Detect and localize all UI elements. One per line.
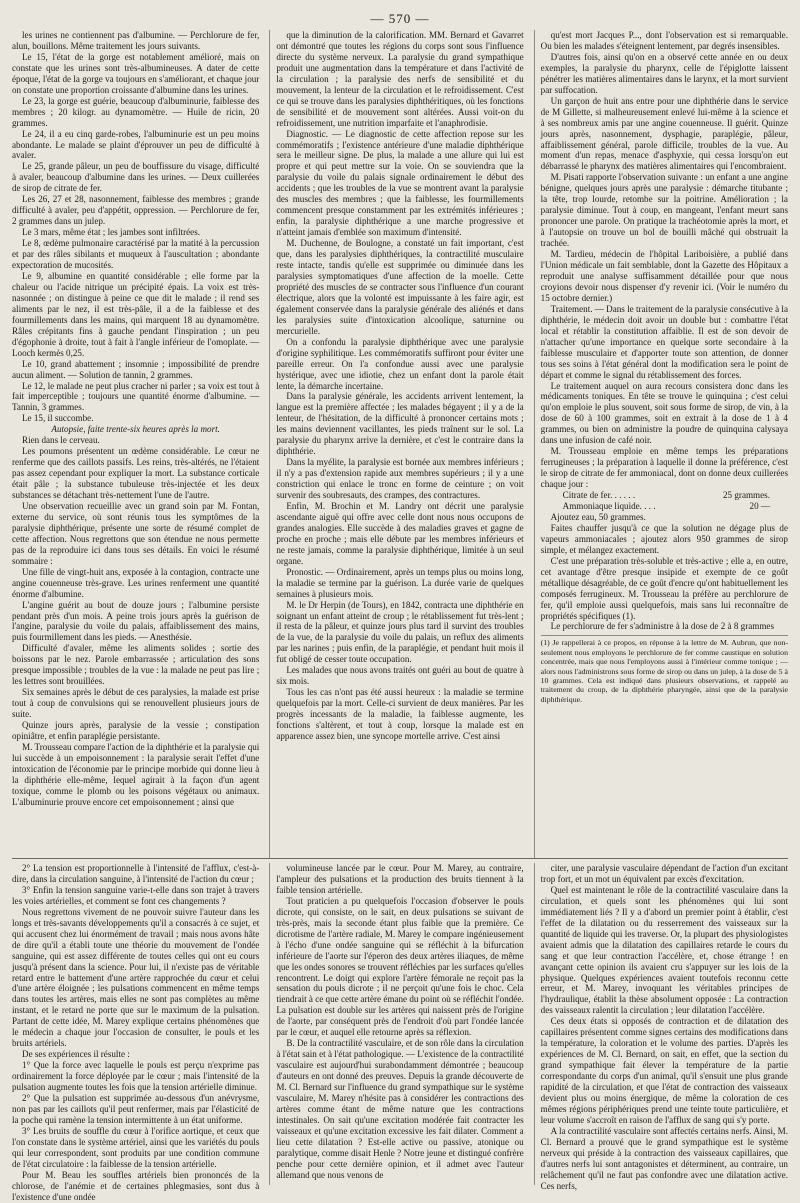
recipe-ingredient: Ammoniaque liquide. . . . <box>562 500 656 511</box>
paragraph: Le 8, œdème pulmonaire caractérisé par la matité à la percussion et par des râles sibilants et muqueux à l'auscultation ; abondante expectoration de mucosités. <box>12 238 260 271</box>
paragraph: Autopsie, faite trente-six heures après la mort. <box>51 424 220 435</box>
paragraph: volumineuse lancée par le cœur. Pour M. Marey, au contraire, l'ampleur des pulsations et la production des bruits tiennent à la faible tension artérielle. <box>276 863 524 895</box>
paragraph: M. Tardieu, médecin de l'hôpital Lariboisière, a publié dans l'Union médicale un fait semblable, dont la Gazette des Hôpitaux a reproduit une analyse suffisamment détaillée pour que nous croyions devoir nous dispenser d'y revenir ici. (Voir le numéro du 15 octobre dernier.) <box>540 249 788 303</box>
paragraph: Quinze jours après, paralysie de la vessie ; constipation opiniâtre, et enfin paraplégie persistante. <box>12 720 260 741</box>
paragraph: M. Trousseau compare l'action de la diphthérie et la paralysie qui lui succède à un empoisonnement : la paralysie serait l'effet d'une intoxication de l'économie par le principe morbide qui donne lieu à la diphthérie elle-même, lequel agirait à la façon d'un agent toxique, comme le plomb ou les poisons végétaux ou animaux. L'albuminurie prouve encore cet empoisonnement ; ainsi que <box>12 741 260 807</box>
paragraph: 3° Enfin la tension sanguine varie-t-elle dans son trajet à travers les voies artérielles, et comment se font ces changements ? <box>12 884 260 906</box>
paragraph: Dans la myélite, la paralysie est bornée aux membres inférieurs ; il n'y a pas d'extension rapide aux membres supérieurs ; il y a une constriction qui enlace le tronc en forme de ceinture ; on voit survenir des soubresauts, des crampes, des contractures. <box>276 457 524 501</box>
bottom-column-2 <box>269 863 523 1185</box>
paragraph: qu'est mort Jacques P..., dont l'observation est si remarquable. Ou bien les malades s'éteignent lentement, par degrés insensibles. <box>540 30 788 51</box>
paragraph: 1° Que la force avec laquelle le pouls est perçu n'exprime pas ordinairement la force déployée par le cœur ; mais l'intensité de la pulsation augmente toutes les fois que la tension artérielle diminue. <box>12 1060 260 1093</box>
paragraph: Traitement. — Dans le traitement de la paralysie consécutive à la diphthérie, le médecin doit avoir un double but : combattre l'état local et rétablir la constitution affaiblie. Il est de son devoir de n'attacher qu'une importance en quelque sorte secondaire à la faiblesse musculaire et d'apporter toute son attention, de donner tous ses soins à l'état général dont la modification sera le point de départ et comme le signal du rétablissement des forces. <box>540 303 788 380</box>
recipe-ingredient: Citrate de fer. . . . . . <box>562 490 636 501</box>
paragraph: Nous regrettons vivement de ne pouvoir suivre l'auteur dans les longs et très-savants développements qu'il a consacrés à ce sujet, et qui accusent chez lui énormément de travail ; mais nous avons hâte de dire qu'il a établi toute une théorie du mouvement de l'ondée sanguine, qui est assez différente de toutes celles qui ont eu cours jusqu'à présent dans la science. Pour lui, il n'existe pas de véritable retard entre le battement d'une artère rapprochée du cœur et celui d'une artère éloignée ; les pulsations commencent en même temps dans toutes les artères, mais elles ne sont pas complètes au même instant, et le retard ne porte que sur le maximum de la pulsation. Partant de cette idée, M. Marey explique certains phénomènes que le médecin a chaque jour l'occasion de consulter, le pouls et les bruits artériels. <box>12 906 260 1049</box>
recipe-table <box>541 490 788 512</box>
paragraph: 2° Que la pulsation est supprimée au-dessous d'un anévrysme, non pas par les caillots qu'il peut renfermer, mais par l'élasticité de la poche qui ramène la tension intermittente à un état uniforme. <box>12 1093 260 1125</box>
page-number: — 570 — <box>370 11 430 26</box>
recipe-quantity: 25 grammes. <box>723 490 770 501</box>
paragraph: Le traitement auquel on aura recours consistera donc dans les médicaments toniques. En tête se trouve le quinquina ; c'est celui qu'on emploie le plus souvent, soit sous forme de sirop, de vin, à la dose de 60 à 100 grammes, soit en extrait à la dose de 1 à 4 grammes, ou bien on administre la poudre de quinquina calysaya dans une infusion de café noir. <box>540 380 788 446</box>
paragraph: Une fille de vingt-huit ans, exposée à la contagion, contracte une angine couenneuse très-grave. Les urines renferment une quantité énorme d'albumine. <box>12 566 260 599</box>
paragraph: Tout praticien a pu quelquefois l'occasion d'observer le pouls dicrote, qui consiste, on le sait, en deux pulsations se suivant de très-près, mais la seconde étant plus faible que la première. Ce dicrotisme de l'artère radiale, M. Marey le compare ingénieusement à l'écho d'une ondée sanguine qui se réfléchit à la bifurcation inférieure de l'aorte sur l'éperon des deux artères iliaques, de même que les ondes sonores se trouvent réfléchies par les surfaces qu'elles rencontrent. Le doigt qui explore l'artère fémorale ne reçoit pas la sensation du pouls dicrote ; il ne perçoit qu'une fois le choc. Cela tiendrait à ce que cette artère émane du point où se réfléchit l'ondée. La pulsation est double sur les artères qui naissent près de l'origine de l'aorte, par conséquent près de l'endroit d'où part l'ondée lancée par le cœur, et auquel elle retourne après sa réflexion. <box>276 895 524 1038</box>
footnote: (1) Je rappellerai à ce propos, en réponse à la lettre de M. Aubrun, que non-seulement nous employons le perchlorure de fer comme caustique en solution concentrée, mais que nous l'employons aussi à l'intérieur comme tonique ; — alors nous l'administrons sous forme de sirop ou dans un julep, à la dose de 5 à 10 grammes. Cela est indiqué dans plusieurs observations, et rappelé au traitement du croup, de la diphthérie pharyngée, ainsi que de la paralysie diphthérique. <box>541 635 788 704</box>
paragraph: Tous les cas n'ont pas été aussi heureux : la maladie se termine quelquefois par la mort. Celle-ci survient de deux manières. Par les progrès incessants de la maladie, la faiblesse augmente, les fonctions s'altèrent, et tout à coup, lorsque la malade est en apparence assez bien, une syncope mortelle arrive. C'est ainsi <box>276 687 524 741</box>
paragraph: Le 23, la gorge est guérie, beaucoup d'albuminurie, faiblesse des membres ; 20 kilogr. au dynamomètre. — Huile de ricin, 20 grammes. <box>12 95 260 128</box>
paragraph: Les malades que nous avons traités ont guéri au bout de quatre à six mois. <box>276 665 524 687</box>
paragraph: Pronostic. — Ordinairement, après un temps plus ou moins long, la maladie se termine par la guérison. La durée varie de quelques semaines à plusieurs mois. <box>276 566 524 599</box>
paragraph: Le 25, grande pâleur, un peu de bouffissure du visage, difficulté à avaler, beaucoup d'albumine dans les urines. — Deux cuillerées de sirop de citrate de fer. <box>12 161 260 194</box>
paragraph: Difficulté d'avaler, même les aliments solides ; sortie des boissons par le nez. Parole embarrassée ; articulation des sons presque impossible ; troubles de la vue : la malade ne peut pas lire ; les lettres sont brouillées. <box>12 643 260 687</box>
top-column-2 <box>269 30 523 858</box>
paragraph: Ajoutez eau, 50 grammes. <box>550 511 646 522</box>
paragraph: De ses expériences il résulte : <box>22 1049 130 1060</box>
paragraph: citer, une paralysie vasculaire dépendant de l'action d'un excitant trop fort, et un mot un équivalent par excès d'excitation. <box>540 863 788 884</box>
top-column-3-text <box>541 30 788 490</box>
paragraph: Dans la paralysie générale, les accidents arrivent lentement, la langue est la première affectée ; les malades bégayent ; il y a de la lenteur, de l'hésitation, de la difficulté à prononcer certains mots ; les mains deviennent vacillantes, les pieds traînent sur le sol. La paralysie du pharynx arrive la dernière, et c'est le contraire dans la diphthérie. <box>276 391 524 457</box>
top-column-1 <box>12 30 259 858</box>
paragraph: L'angine guérit au bout de douze jours ; l'albumine persiste pendant près d'un mois. A peine trois jours après la guérison de l'angine, paralysie du voile du palais, affaiblissement des mains, puis fourmillement dans les pieds. — Anesthésie. <box>12 599 260 643</box>
paragraph: Le perchlorure de fer s'administre à la dose de 2 à 8 grammes <box>550 621 774 632</box>
paragraph: M. Pisati rapporte l'observation suivante : un enfant a une angine bénigne, quelques jours après une paralysie : démarche titubante ; la tête, trop lourde, retombe sur la poitrine. Amélioration ; la paralysie diminue. Tout à coup, en mangeant, l'enfant meurt sans prononcer une parole. On pratique la trachéotomie après la mort, et à l'autopsie on trouve un bol de bouilli mâché qui obstruait la trachée. <box>540 172 788 249</box>
paragraph: M. Duchenne, de Boulogne, a constaté un fait important, c'est que, dans les paralysies diphthériques, la contractilité musculaire reste intacte, tandis qu'elle est supprimée ou diminuée dans les paralysies symptomatiques d'une affection de la moelle. Cette propriété des muscles de se contracter sous l'influence d'un courant électrique, alors que la volonté est impuissante à les faire agir, est également conservée dans la paralysie générale des aliénés et dans les paralysies suite d'intoxication alcoolique, saturnine ou mercurielle. <box>276 238 524 336</box>
paragraph: Les 26, 27 et 28, nasonnement, faiblesse des membres ; grande difficulté à avaler, peu d'appétit, oppression. — Perchlorure de fer, 2 grammes dans un julep. <box>12 194 260 227</box>
top-column-3 <box>534 30 788 858</box>
paragraph: Le 15, l'état de la gorge est notablement amélioré, mais on constate que les urines sont très-albumineuses. A dater de cette époque, l'état de la gorge va toujours en s'améliorant, et chaque jour on constate une proportion croissante d'albumine dans les urines. <box>12 51 260 95</box>
paragraph: Faites chauffer jusqu'à ce que la solution ne dégage plus de vapeurs ammoniacales ; ajoutez alors 950 grammes de sirop simple, et mélangez exactement. <box>540 522 788 555</box>
paragraph: Le 10, grand abattement ; insomnie ; impossibilité de prendre aucun aliment. — Solution de tannin, 2 grammes. <box>12 358 260 380</box>
paragraph: 3° Les bruits de souffle du cœur à l'orifice aortique, et ceux que l'on constate dans le système artériel, ainsi que les variétés du pouls qui leur correspondent, sont produits par une condition commune de l'état circulatoire : la faiblesse de la tension artérielle. <box>12 1125 260 1169</box>
top-article <box>12 30 788 859</box>
recipe-row <box>541 490 788 501</box>
paragraph: Ces deux états si opposés de contraction et de dilatation des capillaires présentent comme signes certains des modifications dans la température, la coloration et le volume des parties. D'après les expériences de M. Cl. Bernard, on sait, en effet, que la section du grand sympathique fait élever la température de la partie correspondante du corps d'un animal, qu'il s'ensuit une plus grande rapidité de la circulation, et que l'état de contraction des vaisseaux devient plus ou moins énergique, de même la coloration de ces mêmes régions périphériques prend une teinte toute particulière, et leur volume s'accroît en raison de l'afflux de sang qui s'y porte. <box>540 1016 788 1125</box>
paragraph: Le 15, il succombe. <box>22 413 94 424</box>
paragraph: Six semaines après le début de ces paralysies, la malade est prise tout à coup de convulsions qui se renouvellent plusieurs jours de suite. <box>12 687 260 720</box>
paragraph: Enfin, M. Brochin et M. Landry ont décrit une paralysie ascendante aiguë qui offre avec celle dont nous nous occupons de grandes analogies. Elle succède à des maladies graves et gagne de proche en proche ; mais elle débute par les membres inférieurs et ne reste jamais, comme la paralysie diphthérique, limitée à un seul organe. <box>276 500 524 566</box>
bottom-column-1 <box>12 863 260 1202</box>
paragraph: Le 12, le malade ne peut plus cracher ni parler ; sa voix est tout à fait imperceptible ; toujours une quantité énorme d'albumine. — Tannin, 3 grammes. <box>12 380 260 413</box>
paragraph: Un garçon de huit ans entre pour une diphthérie dans le service de M Gillette, si malheureusement enlevé lui-même à la science et à ses nombreux amis par une angine couenneuse. Il guérit. Quinze jours après, nasonnement, dysphagie, paraplégie, pâleur, affaiblissement général, parole difficile, troubles de la vue. Au moment d'un repas, menace d'asphyxie, qui cessa lorsqu'on eut débarrassé le pharynx des matières alimentaires qui l'encombraient. <box>540 95 788 172</box>
paragraph: D'autres fois, ainsi qu'on en a observé cette année en ou deux exemples, la paralysie du pharynx, celle de l'épiglotte laissent pénétrer les matières alimentaires dans le larynx, et la mort survient par suffocation. <box>540 51 788 95</box>
recipe-quantity: 20 — <box>749 500 770 511</box>
paragraph: les urines ne contiennent pas d'albumine. — Perchlorure de fer, alun, bouillons. Même traitement les jours suivants. <box>12 30 260 51</box>
bottom-column-3 <box>534 863 788 1191</box>
paragraph: B. De la contractilité vasculaire, et de son rôle dans la circulation à l'état sain et à l'état pathologique. — L'existence de la contractilité vasculaire est aujourd'hui surabondamment démontrée ; beaucoup d'auteurs en ont donné des preuves. Depuis la grande découverte de M. Cl. Bernard sur l'influence du grand sympathique sur le système vasculaire, M. Marey n'hésite pas à considérer les contractions des artères comme étant de même nature que les contractions intestinales. On sait qu'une excitation modérée fait contracter les vaisseaux et qu'une excitation excessive les fait dilater. Comment a lieu cette dilatation ? Est-elle active ou passive, atonique ou paralytique, comme disait Henle ? Notre jeune et distingué confrère penche pour cette dernière opinion, et il admet avec l'auteur allemand que nous venons de <box>276 1038 524 1180</box>
recipe-row <box>541 501 788 512</box>
paragraph: Les poumons présentent un œdème considérable. Le cœur ne renferme que des caillots passifs. Les reins, très-altérés, ne l'étaient pas assez cependant pour expliquer la mort. La substance corticale était pâle ; la substance tubuleuse très-injectée et les deux substances se détachant très-nettement l'une de l'autre. <box>12 446 260 501</box>
paragraph: 2° La tension est proportionnelle à l'intensité de l'afflux, c'est-à-dire, dans la circulation sanguine, à l'intensité de l'action du cœur ; <box>12 863 260 884</box>
paragraph: Rien dans le cerveau. <box>22 435 100 446</box>
paragraph: Une observation recueillie avec un grand soin par M. Fontan, externe du service, où sont réunis tous les symptômes de la paralysie diphthérique, présente une sorte de résumé complet de cette affection. Nous regrettons que son étendue ne nous permette pas de la reproduire ici dans tous ses détails. En voici le résumé sommaire : <box>12 500 260 566</box>
top-column-3-continued <box>541 512 788 632</box>
paragraph: Pour M. Beau les souffles artériels bien prononcés de la chlorose, de l'anémie et de certaines phlegmasies, sont dus à l'existence d'une ondée <box>12 1169 260 1202</box>
paragraph: M. le Dr Herpin (de Tours), en 1842, contracta une diphthérie en soignant un enfant atteint de croup ; le rétablissement fut très-lent ; il resta de la pâleur, et quinze jours plus tard il survint des troubles de la vue, de la paralysie du voile du palais, un reflux des aliments par les narines ; puis enfin, de la paraplégie, et pendant huit mois il fut obligé de cesser toute occupation. <box>276 599 524 665</box>
paragraph: C'est une préparation très-soluble et très-active ; elle a, en outre, cet avantage d'être presque insipide et exempte de ce goût métallique désagréable, de ce goût d'encre qu'ont habituellement les composés ferrugineux. M. Trousseau la préfère au perchlorure de fer, qu'il emploie aussi quelquefois, mais sans lui reconnaître de propriétés spécifiques (1). <box>540 555 788 621</box>
paragraph: Quel est maintenant le rôle de la contractilité vasculaire dans la circulation, et quels sont les phénomènes qui lui sont immédiatement liés ? Il y a d'abord un premier point à établir, c'est l'effet de la dilatation ou du resserrement des vaisseaux sur la quantité de liquide qui les traverse. Or, la plupart des physiologistes avaient admis que la dilatation des capillaires retarde le cours du sang et que leur contraction l'accélère, et, chose étrange ! en avançant cette opinion ils avaient cru s'appuyer sur les lois de la physique. Quelques expériences avaient toutefois reconnu cette erreur, et M. Marey, invoquant les véritables principes de l'hydraulique, établit la thèse absolument opposée : La contraction des vaisseaux ralentit la circulation ; leur dilatation l'accélère. <box>540 884 788 1016</box>
paragraph: M. Trousseau emploie en même temps les préparations ferrugineuses ; la préparation à laquelle il donne la préférence, c'est le sirop de citrate de fer ammoniacal, dont on donne deux cuillerées chaque jour : <box>540 446 788 490</box>
paragraph: Diagnostic. — Le diagnostic de cette affection repose sur les commémoratifs ; l'existence antérieure d'une maladie diphthérique sera le meilleur signe. De plus, la malade a une allure qui lui est propre et qui peut mettre sur la voie. On se souviendra que la paralysie du voile du palais signale ordinairement le début des accidents ; que les troubles de la vue se montrent avant la paralysie des muscles des membres ; que la faiblesse, les fourmillements commencent presque constamment par les extrémités inférieures ; enfin, la paralysie diphthérique a une marche progressive et n'atteint jamais d'emblée son maximum d'intensité. <box>276 128 524 238</box>
paragraph: Le 9, albumine en quantité considérable ; elle forme par la chaleur ou l'acide nitrique un précipité épais. La voix est très-nasonnée ; on distingue à peine ce que dit le malade ; il rend ses aliments par le nez, il est très-pâle, il a de la faiblesse et des fourmillements dans les mains, qui marquent 18 au dynamomètre. Râles crépitants fins à gauche pendant l'inspiration ; un peu d'égophonie à droite, tout à fait à l'angle inférieur de l'omoplate. — Looch kermès 0,25. <box>12 270 260 358</box>
paragraph: On a confondu la paralysie diphthérique avec une paralysie d'origine syphilitique. Les commémoratifs suffiront pour éviter une pareille erreur. On l'a confondue aussi avec une paralysie hystérique, avec une idiotie, chez un enfant dont la parole était lente, la démarche incertaine. <box>276 336 524 391</box>
paragraph: Le 3 mars, même état ; les jambes sont infiltrées. <box>22 227 201 238</box>
paragraph: A la contractilité vasculaire sont affectés certains nerfs. Ainsi, M. Cl. Bernard a prouvé que le grand sympathique est le système nerveux qui préside à la contraction des vaisseaux capillaires, que d'autres nerfs lui sont antagonistes et déterminent, au contraire, un relâchement qu'il ne faut pas confondre avec une dilatation active. Ces nerfs, <box>540 1125 788 1191</box>
paragraph: que la diminution de la calorification. MM. Bernard et Gavarret ont démontré que toutes les régions du corps sont sous l'influence directe du système nerveux. La paralysie du grand sympathique produit une augmentation dans la température et dans l'activité de la circulation ; la paralysie des nerfs de sensibilité et du mouvement, la lenteur de la circulation et le refroidissement. C'est ce qui se trouve dans les paralysies diphthéritiques, où les fonctions de sensibilité et de mouvement sont altérées. Aussi voit-on du refroidissement, une nutrition imparfaite et l'anaphrodisie. <box>276 30 524 128</box>
bottom-article <box>12 859 788 1202</box>
paragraph: Le 24, il a eu cinq garde-robes, l'albuminurie est un peu moins abondante. Le malade se plaint d'éprouver un peu de difficulté à avaler. <box>12 128 260 161</box>
